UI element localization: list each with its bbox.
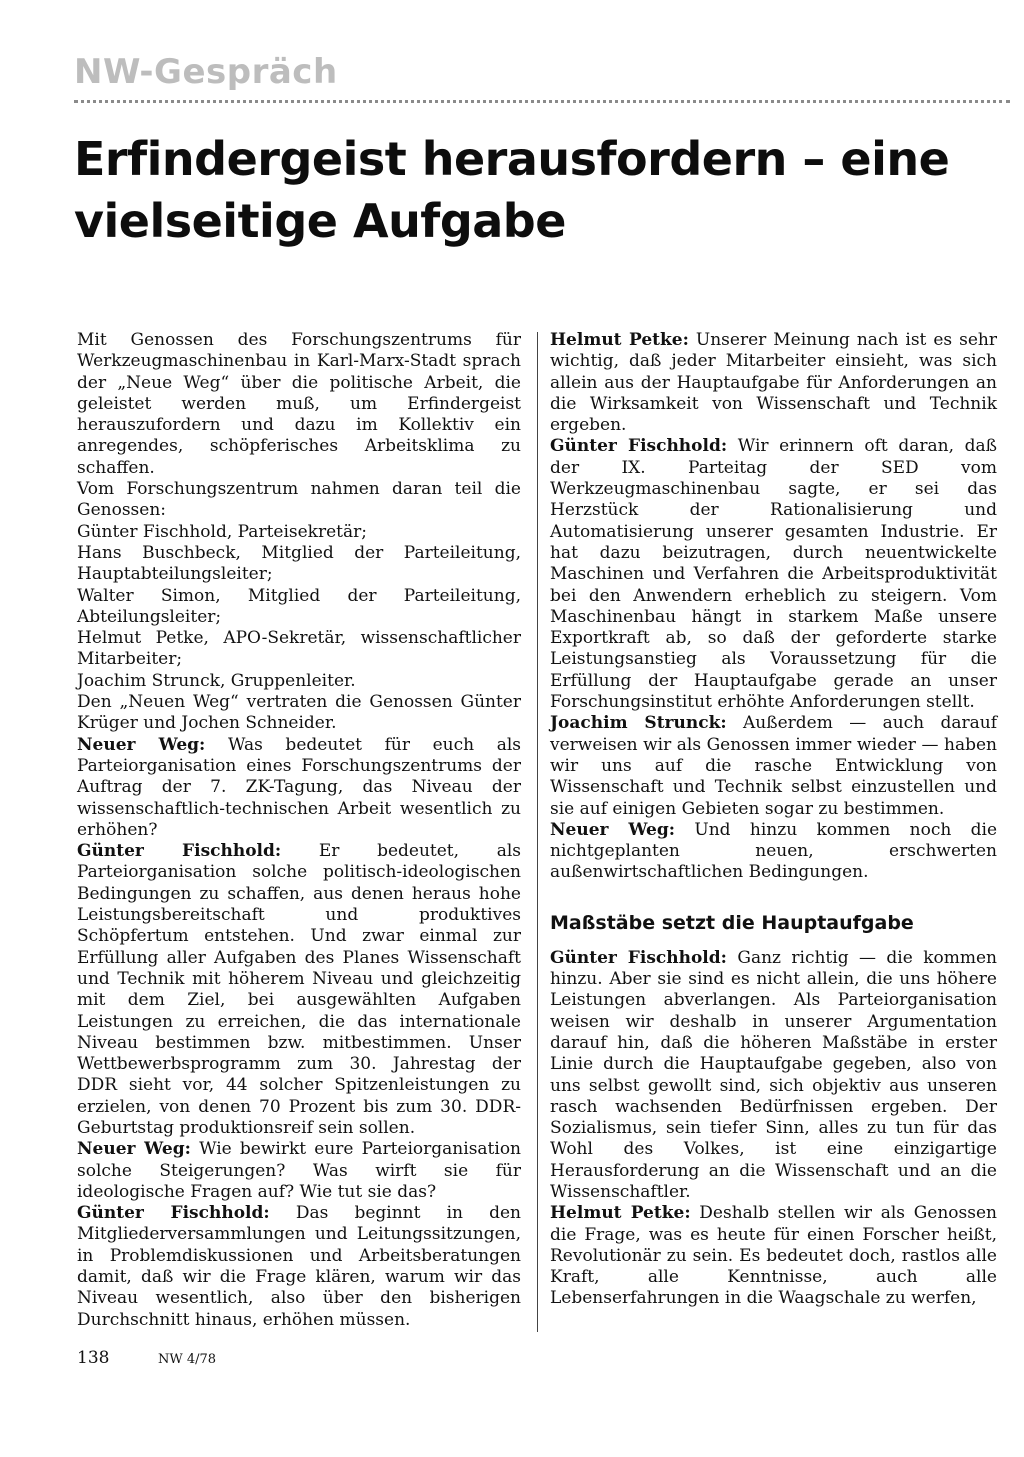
paragraph-text: Hans Buschbeck, Mitglied der Parteileitung, Hauptabteilungsleiter; bbox=[77, 542, 521, 585]
paragraph bbox=[77, 1203, 521, 1331]
paragraph bbox=[550, 330, 997, 436]
paragraph-text: Er bedeutet, als Parteiorganisation solche politisch-ideologischen Bedingungen zu schaffen, aus denen heraus hohe Leistungsbereitschaft und produktives Schöpfertum entstehen. Und zwar einmal zur Erfüllung aller Aufgaben des Planes Wissenschaft und Technik mit höherem Niveau und gleichzeitig mit dem Ziel, bei ausgewählten Aufgaben Leistungen zu erreichen, die das internationale Niveau bestimmen bzw. mitbestimmen. Unser Wettbewerbsprogramm zum 30. Jahrestag der DDR sieht vor, 44 solcher Spitzenleistungen zu erzielen, von denen 70 Prozent bis zum 30. DDR-Geburtstag produktionsreif sein sollen. bbox=[77, 841, 521, 1138]
paragraph bbox=[77, 543, 521, 586]
paragraph bbox=[550, 820, 997, 884]
paragraph-text: Außerdem — auch darauf verweisen wir als Genossen immer wieder — haben wir uns auf die rasche Entwicklung von Wissenschaft und Technik selbst einzustellen und sie auf einigen Gebieten sogar zu bestimmen. bbox=[550, 713, 998, 819]
issue-label: NW 4/78 bbox=[158, 1352, 217, 1367]
speaker-name: Günter Fischhold: bbox=[550, 436, 728, 457]
paragraph bbox=[77, 479, 521, 522]
paragraph bbox=[77, 692, 521, 735]
paragraph bbox=[550, 948, 997, 1204]
speaker-name: Helmut Petke: bbox=[550, 330, 689, 350]
paragraph bbox=[550, 436, 997, 713]
paragraph-text: Ganz richtig — die kommen hinzu. Aber sie sind es nicht allein, die uns höhere Leistungen abverlangen. Als Parteiorganisation weisen wir deshalb in unserer Argumentation darauf hin, daß die höheren Maßstäbe in erster Linie durch die Hauptaufgabe gegeben, also von uns selbst gewollt sind, sich objektiv aus unseren rasch wachsenden Bedürfnissen ergeben. Der Sozialismus, sein tiefer Sinn, alles zu tun für das Wohl des Volkes, ist eine einzigartige Herausforderung an die Wissenschaft und an die Wissenschaftler. bbox=[550, 947, 997, 1202]
paragraph-text: Mit Genossen des Forschungszentrums für Werkzeugmaschinenbau in Karl-Marx-Stadt sprach der „Neue Weg“ über die politische Arbeit, die geleistet werden muß, um Erfindergeist herauszufordern und dazu im Kollektiv ein anregendes, schöpferisches Arbeitsklima zu schaffen. bbox=[77, 330, 521, 478]
speaker-name: Neuer Weg: bbox=[550, 819, 676, 840]
right-column-upper bbox=[550, 330, 997, 884]
paragraph-text: Unserer Meinung nach ist es sehr wichtig, daß jeder Mitarbeiter einsieht, was sich allein aus der Hauptaufgabe für Anforderungen an die Wirksamkeit von Wissenschaft und Technik ergeben. bbox=[550, 330, 997, 436]
paragraph bbox=[77, 586, 521, 629]
speaker-name: Günter Fischhold: bbox=[550, 947, 727, 968]
paragraph-text: Deshalb stellen wir als Genossen die Frage, was es heute für einen Forscher heißt, Revolutionär zu sein. Es bedeutet doch, rastlos alle Kraft, alle Kenntnisse, auch alle Lebenserfahrungen in die Waagschale zu werfen, bbox=[550, 1203, 997, 1309]
section-kicker: NW-Gespräch bbox=[74, 52, 338, 92]
paragraph bbox=[77, 330, 521, 479]
speaker-name: Günter Fischhold: bbox=[77, 1203, 270, 1224]
right-column bbox=[550, 330, 997, 1310]
speaker-name: Günter Fischhold: bbox=[77, 841, 282, 862]
kicker-dotted-rule bbox=[74, 100, 1010, 103]
paragraph-text: Wie bewirkt eure Parteiorganisation solche Steigerungen? Was wirft sie für ideologische Fragen auf? Wie tut sie das? bbox=[77, 1139, 521, 1202]
paragraph bbox=[77, 628, 521, 671]
paragraph-text: Den „Neuen Weg“ vertraten die Genossen Günter Krüger und Jochen Schneider. bbox=[77, 692, 521, 734]
paragraph bbox=[77, 841, 521, 1139]
left-column bbox=[77, 330, 521, 1331]
paragraph bbox=[77, 735, 521, 841]
section-subheading: Maßstäbe setzt die Hauptaufgabe bbox=[550, 911, 914, 934]
paragraph-text: Wir erinnern oft daran, daß der IX. Parteitag der SED vom Werkzeugmaschinenbau sagte, er sei das Herzstück der Rationalisierung und Automatisierung unserer gesamten Industrie. Er hat dazu beizutragen, durch neuentwickelte Maschinen und Verfahren die Arbeitsproduktivität bei den Anwendern erheblich zu steigern. Vom Maschinenbau hängt in starkem Maße unsere Exportkraft ab, so daß der geforderte starke Leistungsanstieg als Voraussetzung für die Erfüllung der Hauptaufgabe gerade an unser Forschungsinstitut erhöhte Anforderungen stellt. bbox=[550, 436, 998, 713]
paragraph bbox=[550, 713, 997, 819]
paragraph bbox=[77, 1139, 521, 1203]
speaker-name: Neuer Weg: bbox=[77, 734, 206, 755]
speaker-name: Neuer Weg: bbox=[77, 1139, 191, 1160]
paragraph-text: Günter Fischhold, Parteisekretär; bbox=[77, 521, 367, 542]
paragraph bbox=[77, 671, 521, 692]
page-number: 138 bbox=[77, 1348, 110, 1368]
paragraph-text: Was bedeutet für euch als Parteiorganisation eines Forschungszentrums der Auftrag der 7. ZK-Tagung, das Niveau der wissenschaftlich-technischen Arbeit wesentlich zu erhöhen? bbox=[77, 734, 522, 840]
paragraph-text: Das beginnt in den Mitgliederversammlungen und Leitungssitzungen, in Problemdiskussionen und Arbeitsberatungen damit, daß wir die Frage klären, warum wir das Niveau wesentlich, also über den bisherigen Durchschnitt hinaus, erhöhen müssen. bbox=[77, 1203, 521, 1330]
speaker-name: Helmut Petke: bbox=[550, 1203, 691, 1224]
paragraph-text: Und hinzu kommen noch die nichtgeplanten neuen, erschwerten außenwirtschaftlichen Bedingungen. bbox=[550, 819, 998, 883]
article-headline: Erfindergeist herausfordern – eine vielseitige Aufgabe bbox=[74, 132, 950, 248]
right-column-lower bbox=[550, 948, 997, 1310]
paragraph-text: Walter Simon, Mitglied der Parteileitung, Abteilungsleiter; bbox=[77, 585, 521, 627]
paragraph bbox=[77, 522, 521, 543]
column-divider bbox=[537, 332, 538, 1332]
speaker-name: Joachim Strunck: bbox=[550, 713, 727, 734]
paragraph-text: Helmut Petke, APO-Sekretär, wissenschaftlicher Mitarbeiter; bbox=[77, 628, 521, 670]
paragraph bbox=[550, 1203, 997, 1309]
paragraph-text: Vom Forschungszentrum nahmen daran teil die Genossen: bbox=[77, 479, 521, 521]
paragraph-text: Joachim Strunck, Gruppenleiter. bbox=[77, 670, 356, 691]
